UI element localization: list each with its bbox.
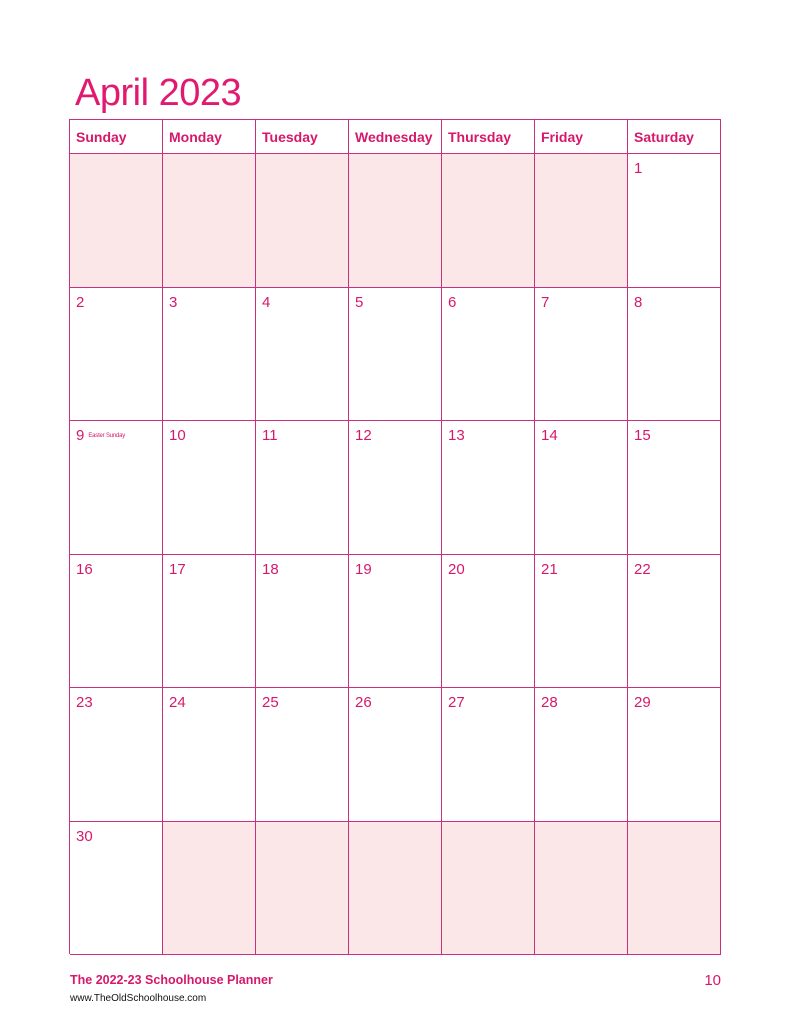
day-number-text: 18 (262, 560, 279, 578)
day-cell (256, 421, 349, 555)
calendar-grid (69, 119, 721, 954)
day-number-text: 8 (634, 293, 643, 311)
empty-day-cell (442, 154, 535, 288)
day-number-text: 11 (262, 427, 278, 444)
day-number-text: 21 (541, 560, 558, 578)
day-number-text: 25 (262, 694, 279, 711)
day-cell (349, 421, 442, 555)
footer-url: www.TheOldSchoolhouse.com (70, 993, 207, 1004)
day-cell (535, 688, 628, 822)
day-cell (628, 421, 721, 555)
day-number-text: 2 (76, 293, 85, 311)
empty-day-cell (535, 154, 628, 288)
day-cell (70, 555, 163, 689)
day-number (76, 561, 93, 578)
day-number (541, 694, 558, 711)
day-number (169, 694, 186, 711)
week-row (70, 288, 721, 422)
day-cell (256, 288, 349, 422)
day-number (355, 294, 363, 311)
day-number-text: 9 (76, 427, 85, 444)
page-number: 10 (704, 972, 721, 989)
day-cell (70, 822, 163, 956)
day-number (355, 561, 372, 578)
weekday-monday: Monday (163, 120, 256, 154)
day-number (541, 294, 549, 311)
day-cell (163, 555, 256, 689)
weekday-tuesday: Tuesday (256, 120, 349, 154)
day-number-text: 7 (541, 293, 550, 311)
day-number-text: 4 (262, 293, 271, 311)
day-cell (442, 288, 535, 422)
day-number (634, 694, 651, 711)
weeks-container (70, 154, 721, 955)
day-number (169, 561, 186, 578)
empty-day-cell (163, 822, 256, 956)
day-number (634, 561, 651, 578)
weekday-sunday: Sunday (70, 120, 163, 154)
day-number-text: 29 (634, 694, 651, 711)
empty-day-cell (628, 822, 721, 956)
week-row (70, 822, 721, 956)
day-number-text: 19 (355, 560, 372, 578)
week-row (70, 688, 721, 822)
day-number (262, 427, 278, 444)
day-number-text: 24 (169, 694, 186, 711)
day-number-text: 16 (76, 560, 93, 578)
day-number (262, 294, 270, 311)
day-number (448, 561, 465, 578)
day-number-text: 30 (76, 827, 93, 845)
day-cell (70, 288, 163, 422)
day-cell (349, 688, 442, 822)
empty-day-cell (70, 154, 163, 288)
day-number (262, 561, 279, 578)
weekday-saturday: Saturday (628, 120, 721, 154)
day-cell (442, 421, 535, 555)
day-number (262, 694, 279, 711)
day-number (169, 427, 186, 444)
day-number-text: 23 (76, 694, 93, 711)
day-number (634, 160, 642, 177)
day-number-text: 17 (169, 560, 186, 578)
day-number-text: 10 (169, 427, 186, 444)
day-number-text: 27 (448, 694, 465, 711)
day-cell (70, 421, 163, 555)
day-number (448, 694, 465, 711)
day-number (76, 294, 84, 311)
day-number-text: 15 (634, 427, 651, 444)
week-row (70, 421, 721, 555)
day-cell (163, 421, 256, 555)
month-title: April 2023 (75, 72, 242, 114)
empty-day-cell (256, 822, 349, 956)
day-number-text: 6 (448, 293, 457, 311)
day-cell (256, 688, 349, 822)
empty-day-cell (349, 822, 442, 956)
empty-day-cell (163, 154, 256, 288)
day-number (76, 694, 93, 711)
empty-day-cell (256, 154, 349, 288)
weekday-header-row (70, 120, 721, 154)
day-number-text: 13 (448, 427, 465, 444)
day-number (634, 427, 651, 444)
day-cell (163, 288, 256, 422)
day-number (448, 294, 456, 311)
day-number (76, 828, 93, 845)
day-cell (442, 688, 535, 822)
day-cell (349, 555, 442, 689)
day-number (634, 294, 642, 311)
day-number-text: 20 (448, 560, 465, 578)
day-number (355, 427, 372, 444)
day-number-text: 26 (355, 694, 372, 711)
day-number (448, 427, 465, 444)
day-number-text: 5 (355, 293, 364, 311)
day-number (355, 694, 372, 711)
day-cell (628, 288, 721, 422)
day-cell (628, 688, 721, 822)
day-cell (535, 288, 628, 422)
week-row (70, 154, 721, 288)
day-number-text: 3 (169, 293, 178, 311)
empty-day-cell (535, 822, 628, 956)
day-number-text: 14 (541, 427, 558, 444)
empty-day-cell (349, 154, 442, 288)
week-row (70, 555, 721, 689)
day-number (541, 427, 558, 444)
day-cell (442, 555, 535, 689)
weekday-thursday: Thursday (442, 120, 535, 154)
holiday-note: Easter Sunday (88, 433, 126, 439)
day-cell (70, 688, 163, 822)
day-cell (535, 555, 628, 689)
day-number-text: 22 (634, 560, 651, 578)
day-number-text: 12 (355, 427, 372, 444)
day-cell (535, 421, 628, 555)
day-cell (628, 154, 721, 288)
day-cell (163, 688, 256, 822)
weekday-friday: Friday (535, 120, 628, 154)
day-cell (628, 555, 721, 689)
day-number (541, 561, 558, 578)
day-cell (256, 555, 349, 689)
day-number (169, 294, 177, 311)
day-number-text: 1 (634, 160, 643, 177)
day-number (76, 427, 125, 444)
footer-title: The 2022-23 Schoolhouse Planner (70, 973, 273, 987)
empty-day-cell (442, 822, 535, 956)
day-number-text: 28 (541, 694, 558, 711)
day-cell (349, 288, 442, 422)
weekday-wednesday: Wednesday (349, 120, 442, 154)
